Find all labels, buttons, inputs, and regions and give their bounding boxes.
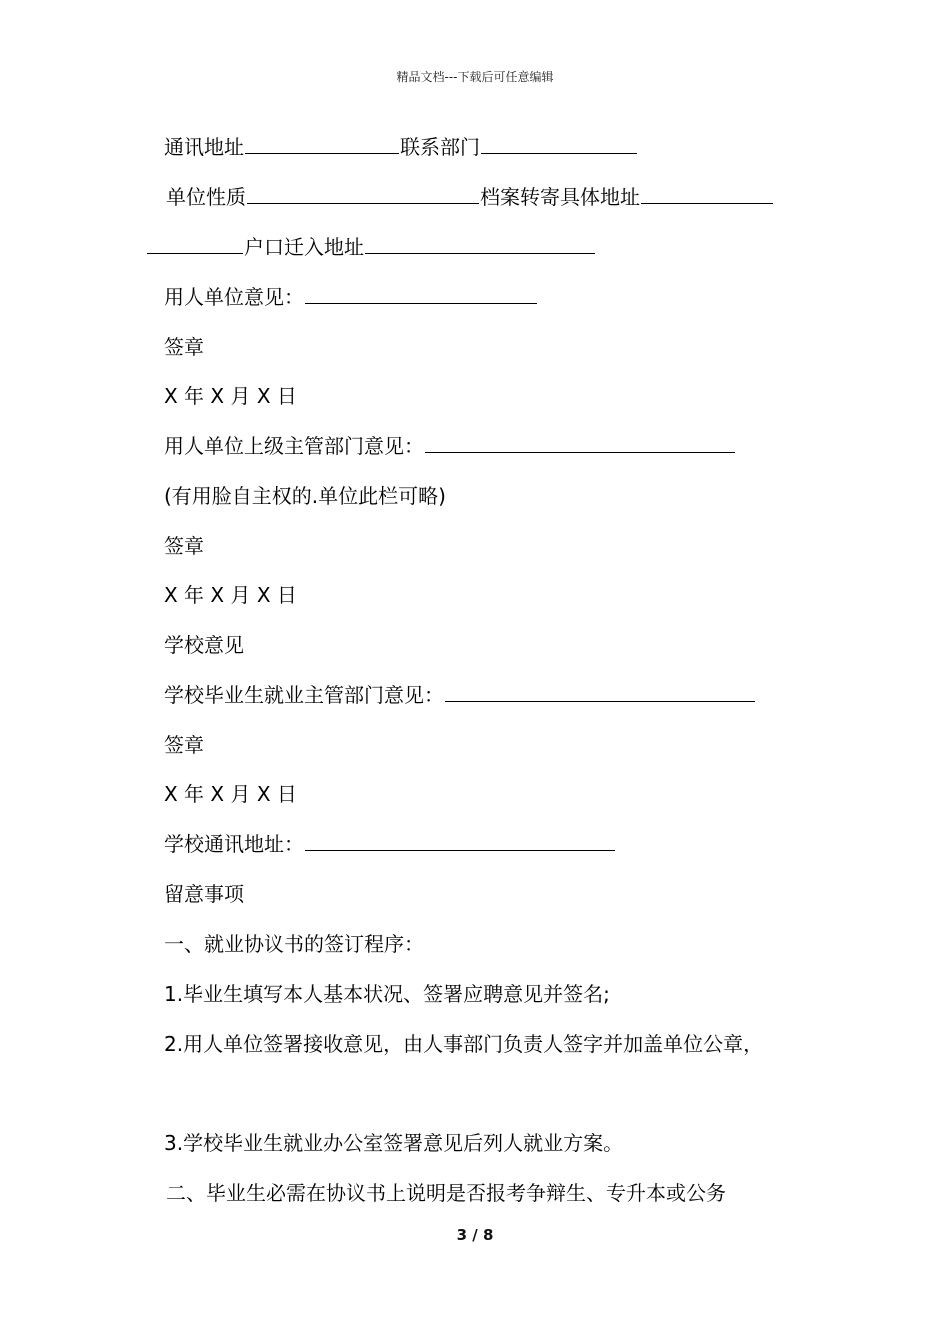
unit-nature-label: 单位性质 [166, 185, 246, 209]
archive-address-field-cont[interactable] [147, 235, 243, 254]
archive-address-field[interactable] [641, 185, 773, 204]
school-opinion-heading: 学校意见 [164, 633, 244, 657]
school-dept-opinion-field[interactable] [445, 683, 755, 702]
seal-label: 签章 [164, 534, 204, 558]
seal-label: 签章 [164, 335, 204, 359]
step-three-text: 3.学校毕业生就业办公室签署意见后列人就业方案。 [164, 1131, 624, 1155]
date-line: X 年 X 月 X 日 [164, 782, 297, 806]
household-address-label: 户口迁入地址 [244, 235, 364, 259]
household-address-field[interactable] [365, 235, 595, 254]
section-two-text: 二、毕业生必需在协议书上说明是否报考争辩生、专升本或公务 [166, 1181, 726, 1205]
step-two-text: 2.用人单位签署接收意见，由人事部门负责人签字并加盖单位公章， [164, 1032, 764, 1056]
section-one-heading: 一、就业协议书的签订程序： [164, 932, 424, 956]
household-line [146, 234, 596, 260]
contact-dept-field[interactable] [481, 135, 637, 154]
school-address-field[interactable] [305, 832, 615, 851]
unit-nature-field[interactable] [247, 185, 479, 204]
employer-opinion-line [164, 284, 538, 310]
step-one-text: 1.毕业生填写本人基本状况、签署应聘意见并签名; [164, 982, 610, 1006]
note-text: (有用脸自主权的.单位此栏可略) [164, 484, 446, 508]
superior-opinion-line [164, 433, 736, 459]
seal-label: 签章 [164, 733, 204, 757]
school-dept-opinion-label: 学校毕业生就业主管部门意见： [164, 683, 444, 707]
superior-opinion-field[interactable] [425, 434, 735, 453]
contact-dept-label: 联系部门 [400, 135, 480, 159]
contact-address-label: 通讯地址 [164, 135, 244, 159]
page-number: 3 / 8 [456, 1226, 494, 1244]
employer-opinion-field[interactable] [305, 285, 537, 304]
contact-address-field[interactable] [245, 135, 399, 154]
unit-nature-line [166, 184, 774, 210]
date-line: X 年 X 月 X 日 [164, 384, 297, 408]
archive-address-label: 档案转寄具体地址 [480, 185, 640, 209]
date-line: X 年 X 月 X 日 [164, 583, 297, 607]
notes-heading: 留意事项 [164, 882, 244, 906]
school-dept-opinion-line [164, 682, 756, 708]
page-header: 精品文档---下载后可任意编辑 [396, 70, 554, 84]
contact-address-line [164, 134, 638, 160]
school-address-label: 学校通讯地址： [164, 832, 304, 856]
school-address-line [164, 831, 616, 857]
superior-opinion-label: 用人单位上级主管部门意见： [164, 434, 424, 458]
employer-opinion-label: 用人单位意见： [164, 285, 304, 309]
